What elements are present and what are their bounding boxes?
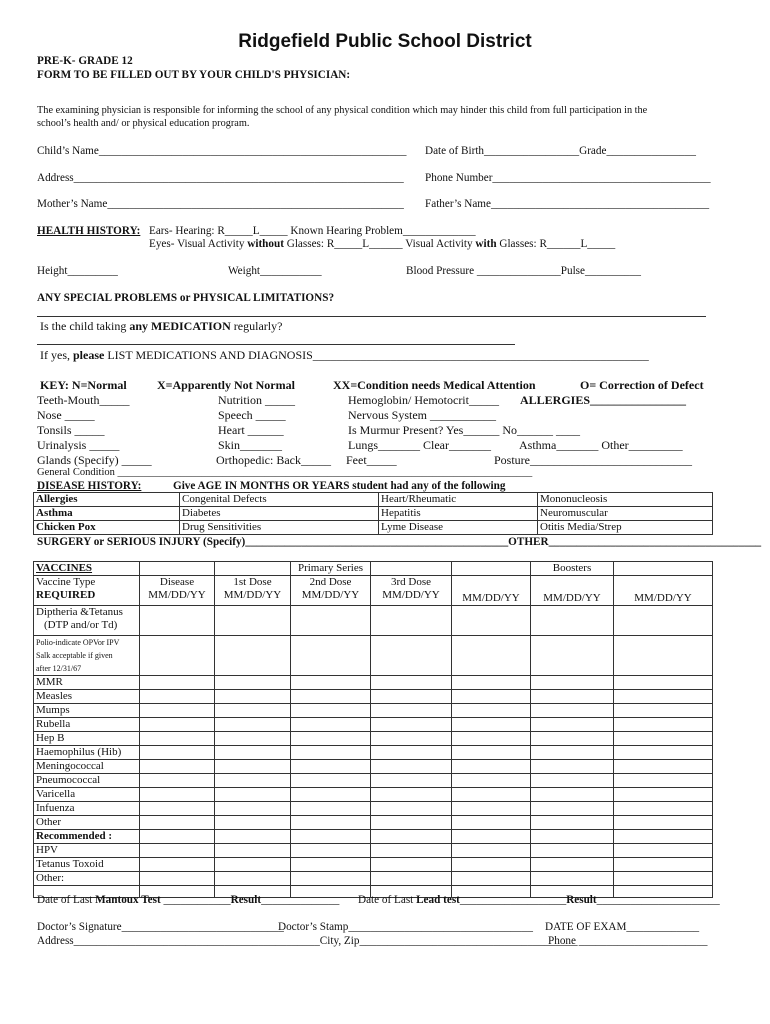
exam-heart[interactable]: Heart ______ xyxy=(218,423,284,437)
booster3-header: MM/DD/YY xyxy=(614,576,713,606)
vaccine-name: HPV xyxy=(34,844,140,858)
disease-cell[interactable]: Hepatitis xyxy=(379,507,538,521)
table-row xyxy=(34,774,713,788)
lead-test-field[interactable]: Date of Last Lead test___________________Result______________________ xyxy=(358,894,720,906)
vaccine-date-cell[interactable] xyxy=(452,844,531,858)
vaccine-date-cell[interactable] xyxy=(531,788,614,802)
exam-urinalysis[interactable]: Urinalysis _____ xyxy=(37,438,120,452)
table-row xyxy=(34,718,713,732)
vaccine-date-cell[interactable] xyxy=(140,802,215,816)
vaccine-date-cell[interactable] xyxy=(291,816,371,830)
vaccine-date-cell[interactable] xyxy=(371,704,452,718)
disease-cell[interactable]: Otitis Media/Strep xyxy=(538,521,713,535)
vaccine-date-cell[interactable] xyxy=(291,704,371,718)
vaccine-date-cell[interactable] xyxy=(371,858,452,872)
vaccine-date-cell[interactable] xyxy=(531,746,614,760)
table-row xyxy=(34,521,713,535)
date-of-exam-field[interactable]: DATE OF EXAM_____________ xyxy=(545,921,700,933)
exam-general-condition[interactable]: General Condition _______________________________________________________________________________ xyxy=(37,467,533,478)
disease-cell[interactable]: Allergies xyxy=(34,493,180,507)
vaccine-date-cell[interactable] xyxy=(140,760,215,774)
weight-field[interactable]: Weight___________ xyxy=(228,265,322,277)
vaccine-date-cell[interactable] xyxy=(614,746,713,760)
dob-grade-field[interactable]: Date of Birth_________________Grade________________ xyxy=(425,145,696,157)
vaccine-date-cell[interactable] xyxy=(531,676,614,690)
vaccine-date-cell[interactable] xyxy=(140,858,215,872)
vaccine-row-diptheria: Diptheria &Tetanus (DTP and/or Td) xyxy=(34,606,140,636)
vaccine-date-cell[interactable] xyxy=(452,802,531,816)
vaccine-type-header: Vaccine Type REQUIRED xyxy=(34,576,140,606)
dose3-header: 3rd Dose MM/DD/YY xyxy=(371,576,452,606)
vaccine-date-cell[interactable] xyxy=(452,704,531,718)
table-row xyxy=(34,858,713,872)
vaccine-date-cell[interactable] xyxy=(291,844,371,858)
vaccine-date-cell[interactable] xyxy=(531,690,614,704)
vaccine-name: Meningococcal xyxy=(34,760,140,774)
exam-feet[interactable]: Feet_____ xyxy=(346,453,397,467)
key-medical-attention: XX=Condition needs Medical Attention xyxy=(333,378,536,392)
vaccine-date-cell[interactable] xyxy=(614,788,713,802)
doctor-address-field[interactable]: Address____________________________________________City, Zip_______________________________________ xyxy=(37,935,578,947)
vaccine-date-cell[interactable] xyxy=(140,774,215,788)
booster2-header: MM/DD/YY xyxy=(531,576,614,606)
vaccine-date-cell[interactable] xyxy=(140,704,215,718)
vaccine-date-cell[interactable] xyxy=(291,802,371,816)
dose1-header: 1st Dose MM/DD/YY xyxy=(215,576,291,606)
vaccine-date-cell[interactable] xyxy=(614,858,713,872)
medication-question: Is the child taking any MEDICATION regularly? xyxy=(40,319,283,333)
exam-teeth[interactable]: Teeth-Mouth_____ xyxy=(37,393,130,407)
key-normal: KEY: N=Normal xyxy=(40,378,127,392)
vaccine-date-cell[interactable] xyxy=(531,872,614,886)
vaccine-date-cell[interactable] xyxy=(215,732,291,746)
vaccine-date-cell[interactable] xyxy=(614,872,713,886)
disease-cell[interactable]: Drug Sensitivities xyxy=(180,521,379,535)
exam-lungs[interactable]: Lungs_______ Clear_______ xyxy=(348,438,491,452)
grade-range: PRE-K- GRADE 12 xyxy=(37,55,133,67)
vaccine-date-cell[interactable] xyxy=(614,816,713,830)
height-field[interactable]: Height_________ xyxy=(37,265,118,277)
vaccine-date-cell[interactable] xyxy=(452,732,531,746)
table-row xyxy=(34,732,713,746)
medication-list-field[interactable]: If yes, please LIST MEDICATIONS AND DIAGNOSIS________________________________________________________ xyxy=(40,348,649,362)
vaccine-date-cell[interactable] xyxy=(371,690,452,704)
exam-hemoglobin[interactable]: Hemoglobin/ Hemotocrit_____ xyxy=(348,393,499,407)
vaccines-header: VACCINES xyxy=(34,562,140,576)
vaccine-date-cell[interactable] xyxy=(531,760,614,774)
exam-nose[interactable]: Nose _____ xyxy=(37,408,95,422)
primary-series-header: Primary Series xyxy=(291,562,371,576)
disease-history-instruction: Give AGE IN MONTHS OR YEARS student had any of the following xyxy=(173,480,506,492)
vaccine-date-cell[interactable] xyxy=(215,746,291,760)
address-field[interactable]: Address___________________________________________________________ xyxy=(37,172,404,184)
disease-date-header: Disease MM/DD/YY xyxy=(140,576,215,606)
booster1-header: MM/DD/YY xyxy=(452,576,531,606)
vaccine-date-cell[interactable] xyxy=(531,802,614,816)
exam-asthma[interactable]: Asthma_______ Other_________ xyxy=(519,438,683,452)
vaccine-date-cell[interactable] xyxy=(291,760,371,774)
disease-history-label: DISEASE HISTORY: xyxy=(37,480,142,492)
vaccine-date-cell[interactable] xyxy=(371,802,452,816)
disease-cell[interactable]: Congenital Defects xyxy=(180,493,379,507)
vaccine-date-cell[interactable] xyxy=(531,774,614,788)
vaccine-date-cell[interactable] xyxy=(140,676,215,690)
vaccine-date-cell[interactable] xyxy=(531,704,614,718)
vaccine-date-cell[interactable] xyxy=(371,844,452,858)
disease-cell[interactable]: Chicken Pox xyxy=(34,521,180,535)
vaccine-name: Hep B xyxy=(34,732,140,746)
table-row xyxy=(34,760,713,774)
table-row xyxy=(34,802,713,816)
vaccine-date-cell[interactable] xyxy=(291,872,371,886)
vaccine-date-cell[interactable] xyxy=(291,774,371,788)
vaccine-date-cell[interactable] xyxy=(215,676,291,690)
vaccine-name: Rubella xyxy=(34,718,140,732)
table-row xyxy=(34,493,713,507)
vaccine-name: Varicella xyxy=(34,788,140,802)
health-history-label: HEALTH HISTORY: xyxy=(37,225,141,237)
vaccine-date-cell[interactable] xyxy=(215,844,291,858)
vaccine-date-cell[interactable] xyxy=(452,858,531,872)
vaccine-date-cell[interactable] xyxy=(531,858,614,872)
vaccine-date-cell[interactable] xyxy=(140,746,215,760)
vaccine-date-cell[interactable] xyxy=(452,872,531,886)
intro-text-line1: The examining physician is responsible for informing the school of any physical condition which may hinder this child from full participation in the xyxy=(37,105,648,116)
vaccine-date-cell[interactable] xyxy=(452,676,531,690)
special-problems-line[interactable] xyxy=(37,316,706,317)
vaccine-date-cell[interactable] xyxy=(140,872,215,886)
vaccine-date-cell[interactable] xyxy=(291,732,371,746)
medication-answer-line[interactable] xyxy=(37,344,515,345)
intro-text-line2: school’s health and/ or physical education program. xyxy=(37,118,250,129)
vaccine-date-cell[interactable] xyxy=(215,690,291,704)
page-title: Ridgefield Public School District xyxy=(238,31,532,52)
vaccine-date-cell[interactable] xyxy=(140,816,215,830)
vaccine-date-cell[interactable] xyxy=(140,844,215,858)
key-not-normal: X=Apparently Not Normal xyxy=(157,378,295,392)
form-instruction: FORM TO BE FILLED OUT BY YOUR CHILD'S PHYSICIAN: xyxy=(37,69,351,81)
vaccine-date-cell[interactable] xyxy=(215,788,291,802)
recommended-header: Recommended : xyxy=(34,830,140,844)
table-row xyxy=(34,872,713,886)
vaccine-date-cell[interactable] xyxy=(140,788,215,802)
table-row xyxy=(34,690,713,704)
vaccine-date-cell[interactable] xyxy=(614,732,713,746)
mantoux-test-field[interactable]: Date of Last Mantoux Test ____________Result______________ xyxy=(37,894,340,906)
vaccine-name: Other xyxy=(34,816,140,830)
exam-glands[interactable]: Glands (Specify) _____ xyxy=(37,453,152,467)
table-row xyxy=(34,676,713,690)
vaccine-date-cell[interactable] xyxy=(140,718,215,732)
vaccine-date-cell[interactable] xyxy=(452,760,531,774)
vaccine-date-cell[interactable] xyxy=(614,704,713,718)
disease-cell[interactable]: Heart/Rheumatic xyxy=(379,493,538,507)
vaccine-date-cell[interactable] xyxy=(215,858,291,872)
vaccine-date-cell[interactable] xyxy=(291,690,371,704)
disease-cell[interactable]: Asthma xyxy=(34,507,180,521)
vaccine-date-cell[interactable] xyxy=(614,760,713,774)
vaccine-name: Other: xyxy=(34,872,140,886)
vaccine-date-cell[interactable] xyxy=(614,676,713,690)
vaccine-name: MMR xyxy=(34,676,140,690)
vaccine-date-cell[interactable] xyxy=(452,746,531,760)
exam-nutrition[interactable]: Nutrition _____ xyxy=(218,393,295,407)
vaccine-date-cell[interactable] xyxy=(614,690,713,704)
table-row xyxy=(34,788,713,802)
vaccine-date-cell[interactable] xyxy=(531,816,614,830)
vaccine-name: Tetanus Toxoid xyxy=(34,858,140,872)
disease-cell[interactable]: Lyme Disease xyxy=(379,521,538,535)
disease-cell[interactable]: Mononucleosis xyxy=(538,493,713,507)
vaccine-date-cell[interactable] xyxy=(452,788,531,802)
table-row xyxy=(34,507,713,521)
disease-cell[interactable]: Diabetes xyxy=(180,507,379,521)
vaccine-date-cell[interactable] xyxy=(215,802,291,816)
vaccine-date-cell[interactable] xyxy=(371,746,452,760)
doctor-signature-field[interactable]: Doctor’s Signature_____________________________ xyxy=(37,921,284,933)
vaccine-date-cell[interactable] xyxy=(140,690,215,704)
vaccine-date-cell[interactable] xyxy=(215,774,291,788)
vaccine-date-cell[interactable] xyxy=(215,816,291,830)
fathers-name-field[interactable]: Father’s Name_______________________________________ xyxy=(425,198,710,210)
key-correction: O= Correction of Defect xyxy=(580,378,704,392)
table-row xyxy=(34,746,713,760)
doctor-stamp-field[interactable]: Doctor’s Stamp_________________________________ xyxy=(278,921,533,933)
vaccine-date-cell[interactable] xyxy=(291,718,371,732)
vaccine-name: Haemophilus (Hib) xyxy=(34,746,140,760)
vaccine-date-cell[interactable] xyxy=(215,760,291,774)
exam-posture[interactable]: Posture___________________________ xyxy=(494,453,692,467)
doctor-phone-field[interactable]: Phone _______________________ xyxy=(548,935,708,947)
vaccines-table xyxy=(33,561,713,898)
vaccine-name: Measles xyxy=(34,690,140,704)
phone-field[interactable]: Phone Number_______________________________________ xyxy=(425,172,711,184)
vaccine-date-cell[interactable] xyxy=(531,732,614,746)
disease-history-table xyxy=(33,492,713,535)
exam-murmur[interactable]: Is Murmur Present? Yes______ No______ ____ xyxy=(348,423,580,437)
exam-tonsils[interactable]: Tonsils _____ xyxy=(37,423,105,437)
mothers-name-field[interactable]: Mother’s Name_____________________________________________________ xyxy=(37,198,404,210)
bp-pulse-field[interactable]: Blood Pressure _______________Pulse__________ xyxy=(406,265,641,277)
vaccine-date-cell[interactable] xyxy=(371,816,452,830)
eyes-visual-line[interactable]: Eyes- Visual Activity without Glasses: R_____L______ Visual Activity with Glasses: R______L_____ xyxy=(149,238,616,250)
vaccine-date-cell[interactable] xyxy=(215,718,291,732)
vaccine-date-cell[interactable] xyxy=(140,732,215,746)
vaccine-date-cell[interactable] xyxy=(371,676,452,690)
vaccine-date-cell[interactable] xyxy=(452,774,531,788)
vaccine-date-cell[interactable] xyxy=(371,774,452,788)
table-row xyxy=(34,704,713,718)
vaccine-date-cell[interactable] xyxy=(452,718,531,732)
dose2-header: 2nd Dose MM/DD/YY xyxy=(291,576,371,606)
vaccine-row-polio: Polio-indicate OPVor IPV Salk acceptable if given after 12/31/67 xyxy=(34,636,140,676)
vaccine-date-cell[interactable] xyxy=(614,774,713,788)
vaccine-date-cell[interactable] xyxy=(371,760,452,774)
vaccine-date-cell[interactable] xyxy=(371,872,452,886)
vaccine-date-cell[interactable] xyxy=(291,858,371,872)
exam-allergies[interactable]: ALLERGIES________________ xyxy=(520,393,687,407)
vaccine-name: Infuenza xyxy=(34,802,140,816)
vaccine-date-cell[interactable] xyxy=(215,704,291,718)
vaccine-date-cell[interactable] xyxy=(291,676,371,690)
vaccine-date-cell[interactable] xyxy=(614,718,713,732)
exam-speech[interactable]: Speech _____ xyxy=(218,408,286,422)
exam-nervous[interactable]: Nervous System ___________ xyxy=(348,408,496,422)
surgery-field[interactable]: SURGERY or SERIOUS INJURY (Specify)_______________________________________________OTHER______________________________________ xyxy=(37,536,762,548)
vaccine-date-cell[interactable] xyxy=(452,690,531,704)
vaccine-date-cell[interactable] xyxy=(452,816,531,830)
vaccine-date-cell[interactable] xyxy=(371,732,452,746)
vaccine-date-cell[interactable] xyxy=(531,844,614,858)
vaccine-date-cell[interactable] xyxy=(215,872,291,886)
special-problems-label: ANY SPECIAL PROBLEMS or PHYSICAL LIMITATIONS? xyxy=(37,292,335,304)
vaccine-date-cell[interactable] xyxy=(291,746,371,760)
ears-hearing-line[interactable]: Ears- Hearing: R_____L_____ Known Hearing Problem_____________ xyxy=(149,225,476,237)
vaccine-date-cell[interactable] xyxy=(371,718,452,732)
exam-skin[interactable]: Skin_______ xyxy=(218,438,283,452)
vaccine-date-cell[interactable] xyxy=(614,802,713,816)
disease-cell[interactable]: Neuromuscular xyxy=(538,507,713,521)
table-row xyxy=(34,844,713,858)
exam-orthopedic[interactable]: Orthopedic: Back_____ xyxy=(216,453,331,467)
boosters-header: Boosters xyxy=(531,562,614,576)
vaccine-date-cell[interactable] xyxy=(291,788,371,802)
vaccine-date-cell[interactable] xyxy=(531,718,614,732)
childs-name-field[interactable]: Child’s Name_______________________________________________________ xyxy=(37,145,407,157)
vaccine-date-cell[interactable] xyxy=(371,788,452,802)
vaccine-name: Pneumococcal xyxy=(34,774,140,788)
vaccine-name: Mumps xyxy=(34,704,140,718)
vaccine-date-cell[interactable] xyxy=(614,844,713,858)
table-row xyxy=(34,816,713,830)
